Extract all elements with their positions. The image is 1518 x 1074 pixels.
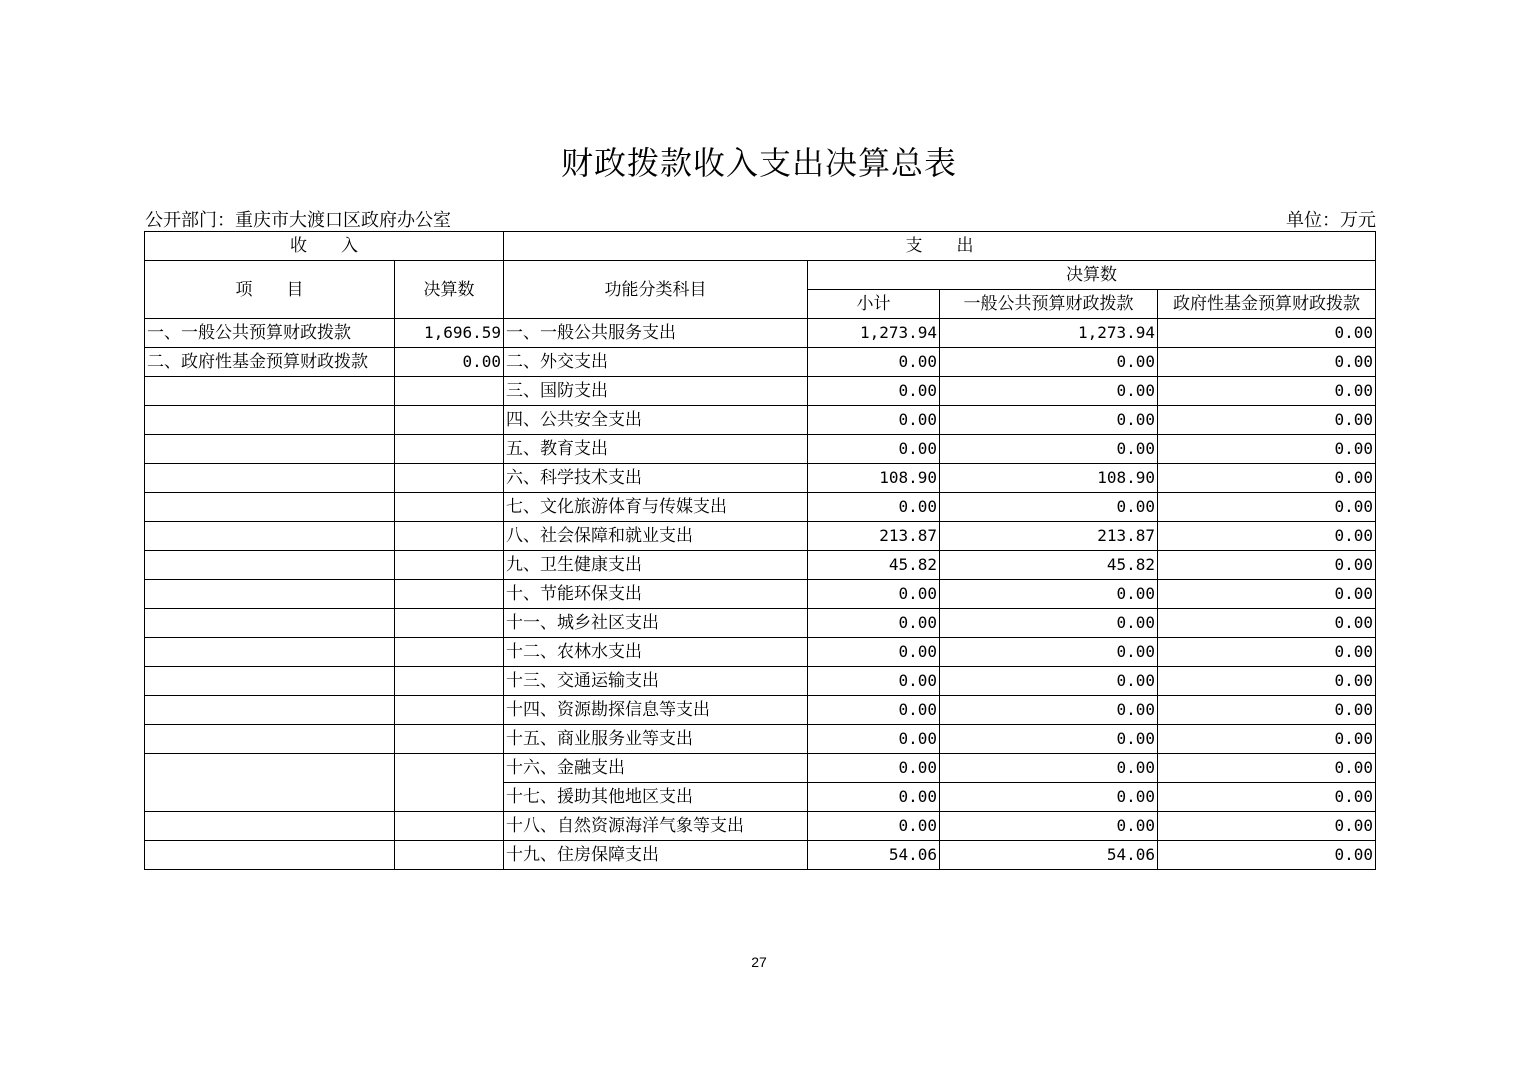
- gov-fund-header: 政府性基金预算财政拨款: [1158, 290, 1376, 319]
- income-item-cell: [145, 551, 395, 580]
- income-amount-cell: [395, 638, 504, 667]
- subtotal-cell: 0.00: [808, 783, 940, 812]
- expenditure-category-cell: 三、国防支出: [504, 377, 808, 406]
- subtotal-cell: 0.00: [808, 812, 940, 841]
- table-row: [145, 551, 1376, 580]
- gov-fund-cell: 0.00: [1158, 464, 1376, 493]
- table-row: [145, 841, 1376, 870]
- general-budget-cell: 0.00: [940, 725, 1158, 754]
- general-budget-cell: 0.00: [940, 406, 1158, 435]
- table-row: [145, 609, 1376, 638]
- expenditure-header: 支 出: [504, 232, 1376, 261]
- table-row: [145, 725, 1376, 754]
- subtotal-cell: 0.00: [808, 696, 940, 725]
- item-header: 项 目: [145, 261, 395, 319]
- page-title: 财政拨款收入支出决算总表: [560, 144, 957, 182]
- subtotal-cell: 0.00: [808, 435, 940, 464]
- income-item-cell: [145, 609, 395, 638]
- income-amount-cell: [395, 725, 504, 754]
- expenditure-category-cell: 十三、交通运输支出: [504, 667, 808, 696]
- general-budget-cell: 0.00: [940, 580, 1158, 609]
- income-amount-cell: [395, 493, 504, 522]
- general-budget-cell: 0.00: [940, 812, 1158, 841]
- general-budget-cell: 54.06: [940, 841, 1158, 870]
- header-row-top: [145, 232, 1376, 261]
- amount-header: 决算数: [395, 261, 504, 319]
- gov-fund-cell: 0.00: [1158, 638, 1376, 667]
- table-row: [145, 638, 1376, 667]
- table-row: [145, 667, 1376, 696]
- subtotal-cell: 0.00: [808, 493, 940, 522]
- income-item-cell: [145, 377, 395, 406]
- expenditure-category-cell: 九、卫生健康支出: [504, 551, 808, 580]
- final-amount-header: 决算数: [808, 261, 1376, 290]
- general-budget-cell: 213.87: [940, 522, 1158, 551]
- income-item-cell: [145, 725, 395, 754]
- general-budget-cell: 0.00: [940, 435, 1158, 464]
- general-budget-cell: 0.00: [940, 667, 1158, 696]
- gov-fund-cell: 0.00: [1158, 609, 1376, 638]
- general-budget-header: 一般公共预算财政拨款: [940, 290, 1158, 319]
- income-amount-cell: [395, 377, 504, 406]
- expenditure-category-cell: 十五、商业服务业等支出: [504, 725, 808, 754]
- expenditure-category-cell: 四、公共安全支出: [504, 406, 808, 435]
- table-row: [145, 348, 1376, 377]
- table-row: [145, 406, 1376, 435]
- gov-fund-cell: 0.00: [1158, 580, 1376, 609]
- gov-fund-cell: 0.00: [1158, 493, 1376, 522]
- expenditure-category-cell: 六、科学技术支出: [504, 464, 808, 493]
- general-budget-cell: 0.00: [940, 493, 1158, 522]
- gov-fund-cell: 0.00: [1158, 348, 1376, 377]
- income-amount-cell: 0.00: [395, 348, 504, 377]
- expenditure-category-cell: 七、文化旅游体育与传媒支出: [504, 493, 808, 522]
- subtotal-cell: 0.00: [808, 377, 940, 406]
- subtotal-cell: 0.00: [808, 406, 940, 435]
- general-budget-cell: 1,273.94: [940, 319, 1158, 348]
- general-budget-cell: 45.82: [940, 551, 1158, 580]
- subtotal-cell: 0.00: [808, 667, 940, 696]
- gov-fund-cell: 0.00: [1158, 841, 1376, 870]
- income-amount-cell: [395, 551, 504, 580]
- function-category-header: 功能分类科目: [504, 261, 808, 319]
- income-item-cell: [145, 841, 395, 870]
- income-item-cell: [145, 638, 395, 667]
- expenditure-category-cell: 十四、资源勘探信息等支出: [504, 696, 808, 725]
- income-item-cell: [145, 435, 395, 464]
- gov-fund-cell: 0.00: [1158, 522, 1376, 551]
- table-row: [145, 696, 1376, 725]
- header-row-mid: [145, 261, 1376, 290]
- table-row: [145, 754, 1376, 783]
- gov-fund-cell: 0.00: [1158, 551, 1376, 580]
- unit-label: 单位：万元: [1286, 210, 1376, 231]
- income-item-cell: [145, 696, 395, 725]
- income-item-cell: 一、一般公共预算财政拨款: [145, 319, 395, 348]
- subtotal-cell: 0.00: [808, 638, 940, 667]
- gov-fund-cell: 0.00: [1158, 783, 1376, 812]
- income-item-cell: [145, 754, 395, 812]
- subtotal-cell: 0.00: [808, 580, 940, 609]
- subtotal-cell: 108.90: [808, 464, 940, 493]
- income-amount-cell: [395, 841, 504, 870]
- table-row: [145, 464, 1376, 493]
- subtotal-header: 小计: [808, 290, 940, 319]
- general-budget-cell: 0.00: [940, 638, 1158, 667]
- expenditure-category-cell: 一、一般公共服务支出: [504, 319, 808, 348]
- subtotal-cell: 1,273.94: [808, 319, 940, 348]
- department-label: 公开部门：重庆市大渡口区政府办公室: [145, 210, 451, 231]
- income-item-cell: [145, 522, 395, 551]
- general-budget-cell: 0.00: [940, 348, 1158, 377]
- table-row: [145, 435, 1376, 464]
- income-item-cell: [145, 580, 395, 609]
- expenditure-category-cell: 十六、金融支出: [504, 754, 808, 783]
- subtotal-cell: 0.00: [808, 348, 940, 377]
- income-amount-cell: [395, 522, 504, 551]
- table-row: [145, 580, 1376, 609]
- income-item-cell: [145, 493, 395, 522]
- gov-fund-cell: 0.00: [1158, 754, 1376, 783]
- income-amount-cell: [395, 406, 504, 435]
- income-amount-cell: 1,696.59: [395, 319, 504, 348]
- income-amount-cell: [395, 435, 504, 464]
- income-item-cell: [145, 464, 395, 493]
- gov-fund-cell: 0.00: [1158, 812, 1376, 841]
- income-amount-cell: [395, 812, 504, 841]
- subtotal-cell: 0.00: [808, 725, 940, 754]
- income-item-cell: [145, 406, 395, 435]
- expenditure-category-cell: 八、社会保障和就业支出: [504, 522, 808, 551]
- general-budget-cell: 0.00: [940, 783, 1158, 812]
- income-item-cell: [145, 667, 395, 696]
- table-row: [145, 812, 1376, 841]
- income-amount-cell: [395, 580, 504, 609]
- subtotal-cell: 0.00: [808, 754, 940, 783]
- gov-fund-cell: 0.00: [1158, 725, 1376, 754]
- expenditure-category-cell: 十八、自然资源海洋气象等支出: [504, 812, 808, 841]
- expenditure-category-cell: 五、教育支出: [504, 435, 808, 464]
- table-row: [145, 377, 1376, 406]
- expenditure-category-cell: 二、外交支出: [504, 348, 808, 377]
- income-header: 收 入: [145, 232, 504, 261]
- subtotal-cell: 0.00: [808, 609, 940, 638]
- general-budget-cell: 0.00: [940, 609, 1158, 638]
- income-item-cell: [145, 812, 395, 841]
- general-budget-cell: 0.00: [940, 696, 1158, 725]
- general-budget-cell: 108.90: [940, 464, 1158, 493]
- general-budget-cell: 0.00: [940, 754, 1158, 783]
- subtotal-cell: 45.82: [808, 551, 940, 580]
- expenditure-category-cell: 十一、城乡社区支出: [504, 609, 808, 638]
- gov-fund-cell: 0.00: [1158, 377, 1376, 406]
- gov-fund-cell: 0.00: [1158, 435, 1376, 464]
- income-amount-cell: [395, 464, 504, 493]
- gov-fund-cell: 0.00: [1158, 667, 1376, 696]
- subtotal-cell: 54.06: [808, 841, 940, 870]
- expenditure-category-cell: 十二、农林水支出: [504, 638, 808, 667]
- gov-fund-cell: 0.00: [1158, 696, 1376, 725]
- expenditure-category-cell: 十九、住房保障支出: [504, 841, 808, 870]
- subtotal-cell: 213.87: [808, 522, 940, 551]
- table-row: [145, 319, 1376, 348]
- income-amount-cell: [395, 667, 504, 696]
- income-item-cell: 二、政府性基金预算财政拨款: [145, 348, 395, 377]
- income-amount-cell: [395, 609, 504, 638]
- page-number: 27: [751, 954, 767, 970]
- table-row: [145, 522, 1376, 551]
- gov-fund-cell: 0.00: [1158, 406, 1376, 435]
- finance-table: [144, 231, 1376, 870]
- expenditure-category-cell: 十、节能环保支出: [504, 580, 808, 609]
- expenditure-category-cell: 十七、援助其他地区支出: [504, 783, 808, 812]
- gov-fund-cell: 0.00: [1158, 319, 1376, 348]
- table-row: [145, 493, 1376, 522]
- income-amount-cell: [395, 696, 504, 725]
- general-budget-cell: 0.00: [940, 377, 1158, 406]
- income-amount-cell: [395, 754, 504, 812]
